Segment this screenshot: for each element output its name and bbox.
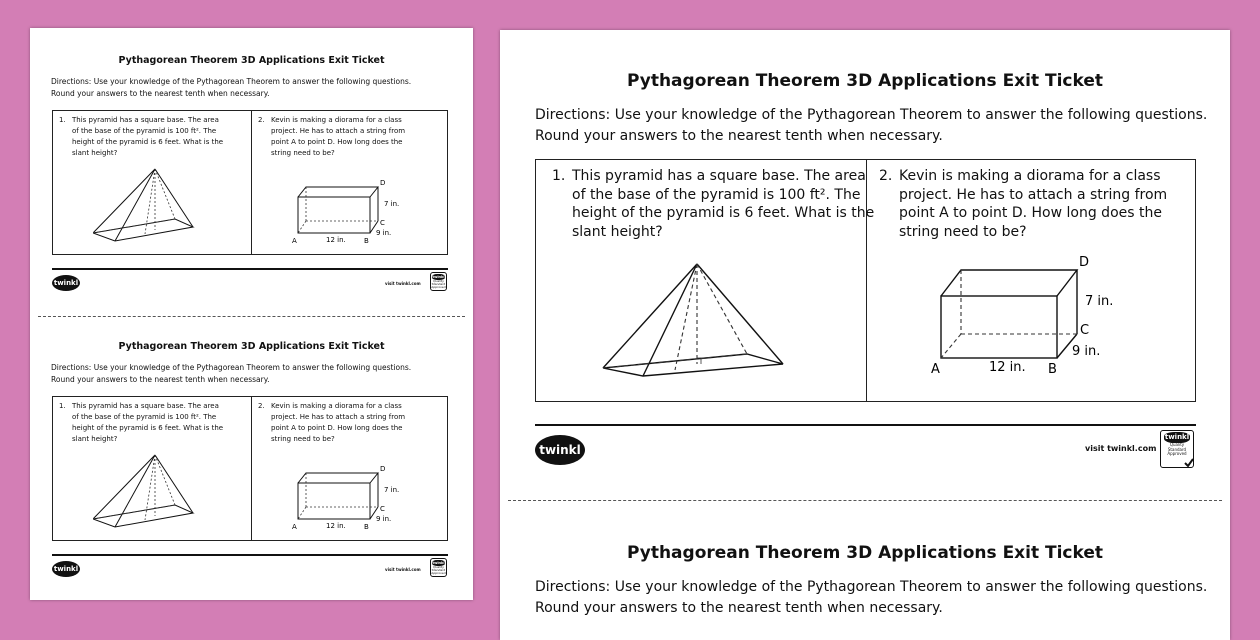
pyramid-diagram xyxy=(601,260,791,380)
prism-diagram xyxy=(290,457,430,539)
quality-badge xyxy=(430,558,447,577)
badge-subtitle: Approved xyxy=(1167,451,1187,456)
question-text-line: height of the pyramid is 6 feet. What is the xyxy=(72,138,224,146)
ticket-title: Pythagorean Theorem 3D Applications Exit Ticket xyxy=(118,341,385,352)
question-text-line: Kevin is making a diorama for a class xyxy=(271,402,402,410)
question-number: 2. xyxy=(879,168,893,184)
label-length: 12 in. xyxy=(989,360,1026,375)
footer-divider xyxy=(535,424,1196,426)
twinkl-logo: twinkl xyxy=(52,275,80,291)
prism-top-edges xyxy=(298,473,378,483)
exit-ticket-top xyxy=(500,30,1230,500)
twinkl-logo: twinkl xyxy=(52,561,80,577)
badge-title: twinkl xyxy=(432,561,445,565)
question-text-line: height of the pyramid is 6 feet. What is the xyxy=(572,205,875,221)
question-2-cell xyxy=(867,160,1195,401)
pyramid-hidden-edge xyxy=(697,264,747,354)
badge-subtitle: Approved xyxy=(431,571,446,575)
question-text-line: This pyramid has a square base. The area xyxy=(72,402,219,410)
directions-line-2: Round your answers to the nearest tenth when necessary. xyxy=(535,600,943,616)
quality-badge xyxy=(1160,430,1194,468)
label-d: D xyxy=(1079,256,1090,270)
badge-title: twinkl xyxy=(432,275,445,279)
directions-line-2: Round your answers to the nearest tenth when necessary. xyxy=(51,89,270,98)
check-icon xyxy=(1183,457,1195,469)
prism-diagram xyxy=(927,256,1127,376)
question-1 xyxy=(59,401,249,445)
label-b: B xyxy=(364,237,369,245)
ticket-title: Pythagorean Theorem 3D Applications Exit Ticket xyxy=(626,71,1104,91)
directions-line-1: Directions: Use your knowledge of the Pythagorean Theorem to answer the following questions. xyxy=(535,107,1208,123)
pyramid-edge xyxy=(155,169,193,227)
label-d: D xyxy=(380,465,386,473)
label-a: A xyxy=(931,362,940,376)
question-text-line: point A to point D. How long does the xyxy=(899,205,1162,221)
label-height: 7 in. xyxy=(384,486,400,494)
question-text-line: This pyramid has a square base. The area xyxy=(72,116,219,124)
pyramid-edge xyxy=(603,354,783,376)
question-text-line: slant height? xyxy=(572,223,663,240)
badge-subtitle: Quality Standard xyxy=(1167,442,1187,452)
badge-subtitle: Quality Standard xyxy=(431,279,446,286)
label-d: D xyxy=(380,179,386,187)
label-b: B xyxy=(364,523,369,531)
exit-ticket-bottom xyxy=(30,314,473,600)
question-table xyxy=(535,159,1196,402)
pyramid-edge xyxy=(155,455,193,513)
question-text-line: project. He has to attach a string from xyxy=(271,127,406,135)
label-length: 12 in. xyxy=(326,236,346,244)
question-text-line: string need to be? xyxy=(271,435,335,443)
directions-line-1: Directions: Use your knowledge of the Pythagorean Theorem to answer the following questions. xyxy=(535,579,1208,595)
badge-subtitle: Quality Standard xyxy=(431,565,446,572)
question-text-line: project. He has to attach a string from xyxy=(271,413,406,421)
pyramid-edge xyxy=(603,264,697,368)
preview-page xyxy=(30,28,473,600)
question-text-line: slant height? xyxy=(72,149,118,157)
question-number: 1. xyxy=(552,168,566,184)
pyramid-diagram xyxy=(93,453,233,533)
question-text-line: point A to point D. How long does the xyxy=(271,138,403,146)
pyramid-slant-line xyxy=(675,264,697,370)
directions xyxy=(535,577,1207,619)
directions-line-1: Directions: Use your knowledge of the Pythagorean Theorem to answer the following questions. xyxy=(51,77,412,86)
label-height: 7 in. xyxy=(1085,294,1114,309)
question-1-cell xyxy=(536,160,875,401)
label-c: C xyxy=(1080,323,1090,338)
label-a: A xyxy=(292,523,297,531)
question-table xyxy=(52,396,448,541)
footer-divider xyxy=(52,268,448,270)
question-text-line: of the base of the pyramid is 100 ft². The xyxy=(572,186,861,203)
prism-front-face xyxy=(941,296,1057,358)
label-c: C xyxy=(380,219,385,227)
pyramid-hidden-base xyxy=(603,354,747,368)
question-2 xyxy=(258,115,448,159)
question-number: 1. xyxy=(59,402,66,410)
directions-line-1: Directions: Use your knowledge of the Pythagorean Theorem to answer the following questions. xyxy=(51,363,412,372)
prism-front-face xyxy=(298,197,370,233)
directions-line-2: Round your answers to the nearest tenth when necessary. xyxy=(51,375,270,384)
directions xyxy=(51,76,411,100)
question-text-line: slant height? xyxy=(72,435,118,443)
question-2 xyxy=(258,401,448,445)
question-text-line: This pyramid has a square base. The area xyxy=(572,168,866,184)
question-2-cell xyxy=(252,397,447,540)
directions xyxy=(51,362,411,386)
question-2 xyxy=(879,167,1191,241)
question-text-line: of the base of the pyramid is 100 ft². The xyxy=(72,127,217,135)
prism-hidden-edge xyxy=(298,507,306,519)
visit-link[interactable]: visit twinkl.com xyxy=(385,281,421,286)
pyramid-edge xyxy=(93,219,193,241)
pyramid-diagram xyxy=(93,167,233,247)
question-2-cell xyxy=(252,111,447,254)
question-number: 2. xyxy=(258,402,265,410)
directions xyxy=(535,105,1207,147)
question-number: 1. xyxy=(59,116,66,124)
quality-badge xyxy=(430,272,447,291)
question-1 xyxy=(552,167,875,241)
label-depth: 9 in. xyxy=(1072,344,1101,359)
label-c: C xyxy=(380,505,385,513)
question-table xyxy=(52,110,448,255)
footer-divider xyxy=(52,554,448,556)
question-1 xyxy=(59,115,249,159)
pyramid-edge xyxy=(697,264,783,364)
label-a: A xyxy=(292,237,297,245)
question-text-line: Kevin is making a diorama for a class xyxy=(899,168,1161,184)
question-text-line: string need to be? xyxy=(271,149,335,157)
label-depth: 9 in. xyxy=(376,229,392,237)
label-depth: 9 in. xyxy=(376,515,392,523)
label-height: 7 in. xyxy=(384,200,400,208)
pyramid-edge xyxy=(93,455,155,519)
pyramid-hidden-edge xyxy=(155,455,175,505)
exit-ticket-bottom xyxy=(500,502,1230,640)
prism-top-edges xyxy=(298,187,378,197)
pyramid-edge xyxy=(93,169,155,233)
prism-hidden-edge xyxy=(298,221,306,233)
label-b: B xyxy=(1048,362,1057,376)
pyramid-edge xyxy=(115,455,155,527)
question-text-line: of the base of the pyramid is 100 ft². The xyxy=(72,413,217,421)
pyramid-edge xyxy=(93,505,193,527)
exit-ticket-top xyxy=(30,28,473,318)
twinkl-logo: twinkl xyxy=(535,435,585,465)
label-length: 12 in. xyxy=(326,522,346,530)
question-text-line: point A to point D. How long does the xyxy=(271,424,403,432)
cut-line xyxy=(508,500,1222,501)
prism-diagram xyxy=(290,171,430,253)
ticket-title: Pythagorean Theorem 3D Applications Exit Ticket xyxy=(626,543,1104,563)
question-text-line: height of the pyramid is 6 feet. What is the xyxy=(72,424,224,432)
question-text-line: project. He has to attach a string from xyxy=(899,186,1168,203)
badge-subtitle: Approved xyxy=(431,285,446,289)
prism-hidden-edge xyxy=(941,334,961,358)
question-text-line: string need to be? xyxy=(899,223,1027,240)
visit-link[interactable]: visit twinkl.com xyxy=(385,567,421,572)
question-1-cell xyxy=(53,111,252,254)
directions-line-2: Round your answers to the nearest tenth when necessary. xyxy=(535,128,943,144)
question-1-cell xyxy=(53,397,252,540)
question-text-line: Kevin is making a diorama for a class xyxy=(271,116,402,124)
visit-link[interactable]: visit twinkl.com xyxy=(1085,444,1157,453)
pyramid-hidden-edge xyxy=(155,169,175,219)
badge-title: twinkl xyxy=(1164,433,1190,441)
zoomed-page xyxy=(500,30,1230,640)
pyramid-edge xyxy=(115,169,155,241)
question-number: 2. xyxy=(258,116,265,124)
prism-front-face xyxy=(298,483,370,519)
ticket-title: Pythagorean Theorem 3D Applications Exit Ticket xyxy=(118,55,385,66)
